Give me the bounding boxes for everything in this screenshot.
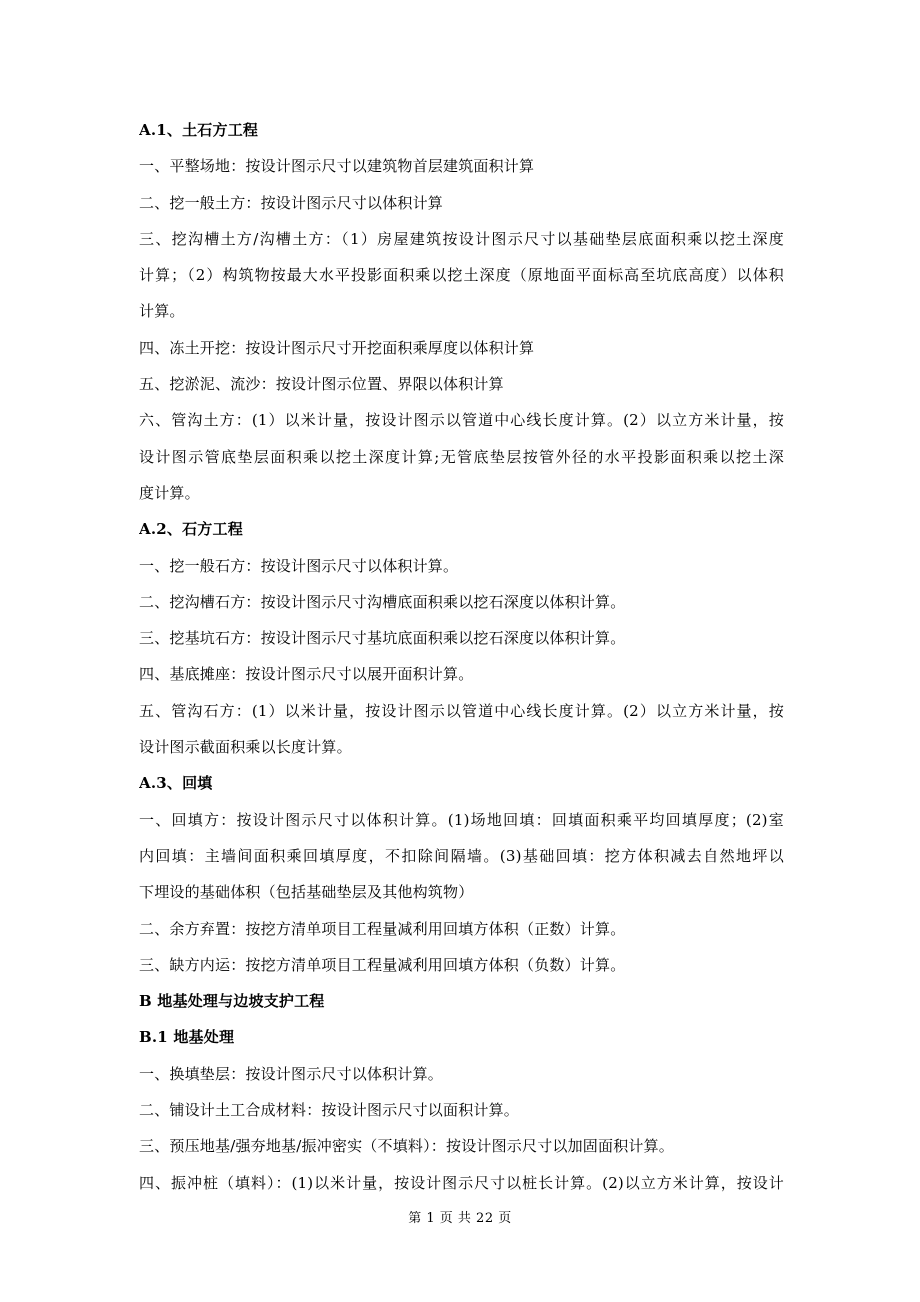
- paragraph-line: 一、换填垫层：按设计图示尺寸以体积计算。: [139, 1064, 444, 1083]
- paragraph-line: 二、铺设计土工合成材料：按设计图示尺寸以面积计算。: [139, 1101, 520, 1120]
- paragraph-line: 下埋设的基础体积（包括基础垫层及其他构筑物）: [139, 883, 474, 902]
- paragraph-line: 三、挖基坑石方：按设计图示尺寸基坑底面积乘以挖石深度以体积计算。: [139, 629, 626, 648]
- paragraph-line: 度计算。: [139, 483, 200, 502]
- paragraph-line: 二、挖一般土方：按设计图示尺寸以体积计算: [139, 193, 444, 212]
- paragraph-line: 设计图示管底垫层面积乘以挖土深度计算;无管底垫层按管外径的水平投影面积乘以挖土深: [139, 447, 784, 466]
- section-heading: B.1 地基处理: [139, 1028, 235, 1047]
- document-body: [139, 112, 784, 1201]
- paragraph-line: 内回填：主墙间面积乘回填厚度，不扣除间隔墙。(3)基础回填：挖方体积减去自然地坪以: [139, 846, 784, 865]
- paragraph-line: 四、冻土开挖：按设计图示尺寸开挖面积乘厚度以体积计算: [139, 338, 535, 357]
- paragraph-line: 一、回填方：按设计图示尺寸以体积计算。(1)场地回填：回填面积乘平均回填厚度；(2)室: [139, 810, 784, 829]
- paragraph-line: 四、振冲桩（填料）：(1)以米计量，按设计图示尺寸以桩长计算。(2)以立方米计算，按设计: [139, 1173, 784, 1192]
- paragraph-line: 一、平整场地：按设计图示尺寸以建筑物首层建筑面积计算: [139, 157, 535, 176]
- paragraph-line: 五、管沟石方：(1）以米计量，按设计图示以管道中心线长度计算。(2）以立方米计量，按: [139, 701, 784, 720]
- paragraph-line: 三、挖沟槽土方/沟槽土方：（1）房屋建筑按设计图示尺寸以基础垫层底面积乘以挖土深度: [139, 229, 784, 248]
- page-footer: 第 1 页 共 22 页: [408, 1211, 512, 1226]
- paragraph-line: 计算。: [139, 302, 185, 321]
- paragraph-line: 二、余方弃置：按挖方清单项目工程量减利用回填方体积（正数）计算。: [139, 919, 626, 938]
- section-heading: A.2、石方工程: [139, 520, 243, 539]
- section-heading: B 地基处理与边坡支护工程: [139, 992, 325, 1011]
- paragraph-line: 三、缺方内运：按挖方清单项目工程量减利用回填方体积（负数）计算。: [139, 955, 626, 974]
- paragraph-line: 计算；（2）构筑物按最大水平投影面积乘以挖土深度（原地面平面标高至坑底高度）以体积: [139, 266, 784, 285]
- paragraph-line: 一、挖一般石方：按设计图示尺寸以体积计算。: [139, 556, 459, 575]
- section-heading: A.1、土石方工程: [139, 121, 259, 139]
- paragraph-line: 五、挖淤泥、流沙：按设计图示位置、界限以体积计算: [139, 375, 504, 394]
- paragraph-line: 四、基底摊座：按设计图示尺寸以展开面积计算。: [139, 665, 474, 684]
- paragraph-line: 六、管沟土方：(1）以米计量，按设计图示以管道中心线长度计算。(2）以立方米计量，按: [139, 411, 784, 430]
- paragraph-line: 设计图示截面积乘以长度计算。: [139, 738, 352, 757]
- paragraph-line: 二、挖沟槽石方：按设计图示尺寸沟槽底面积乘以挖石深度以体积计算。: [139, 592, 626, 611]
- paragraph-line: 三、预压地基/强夯地基/振冲密实（不填料）：按设计图示尺寸以加固面积计算。: [139, 1137, 675, 1156]
- section-heading: A.3、回填: [139, 774, 213, 793]
